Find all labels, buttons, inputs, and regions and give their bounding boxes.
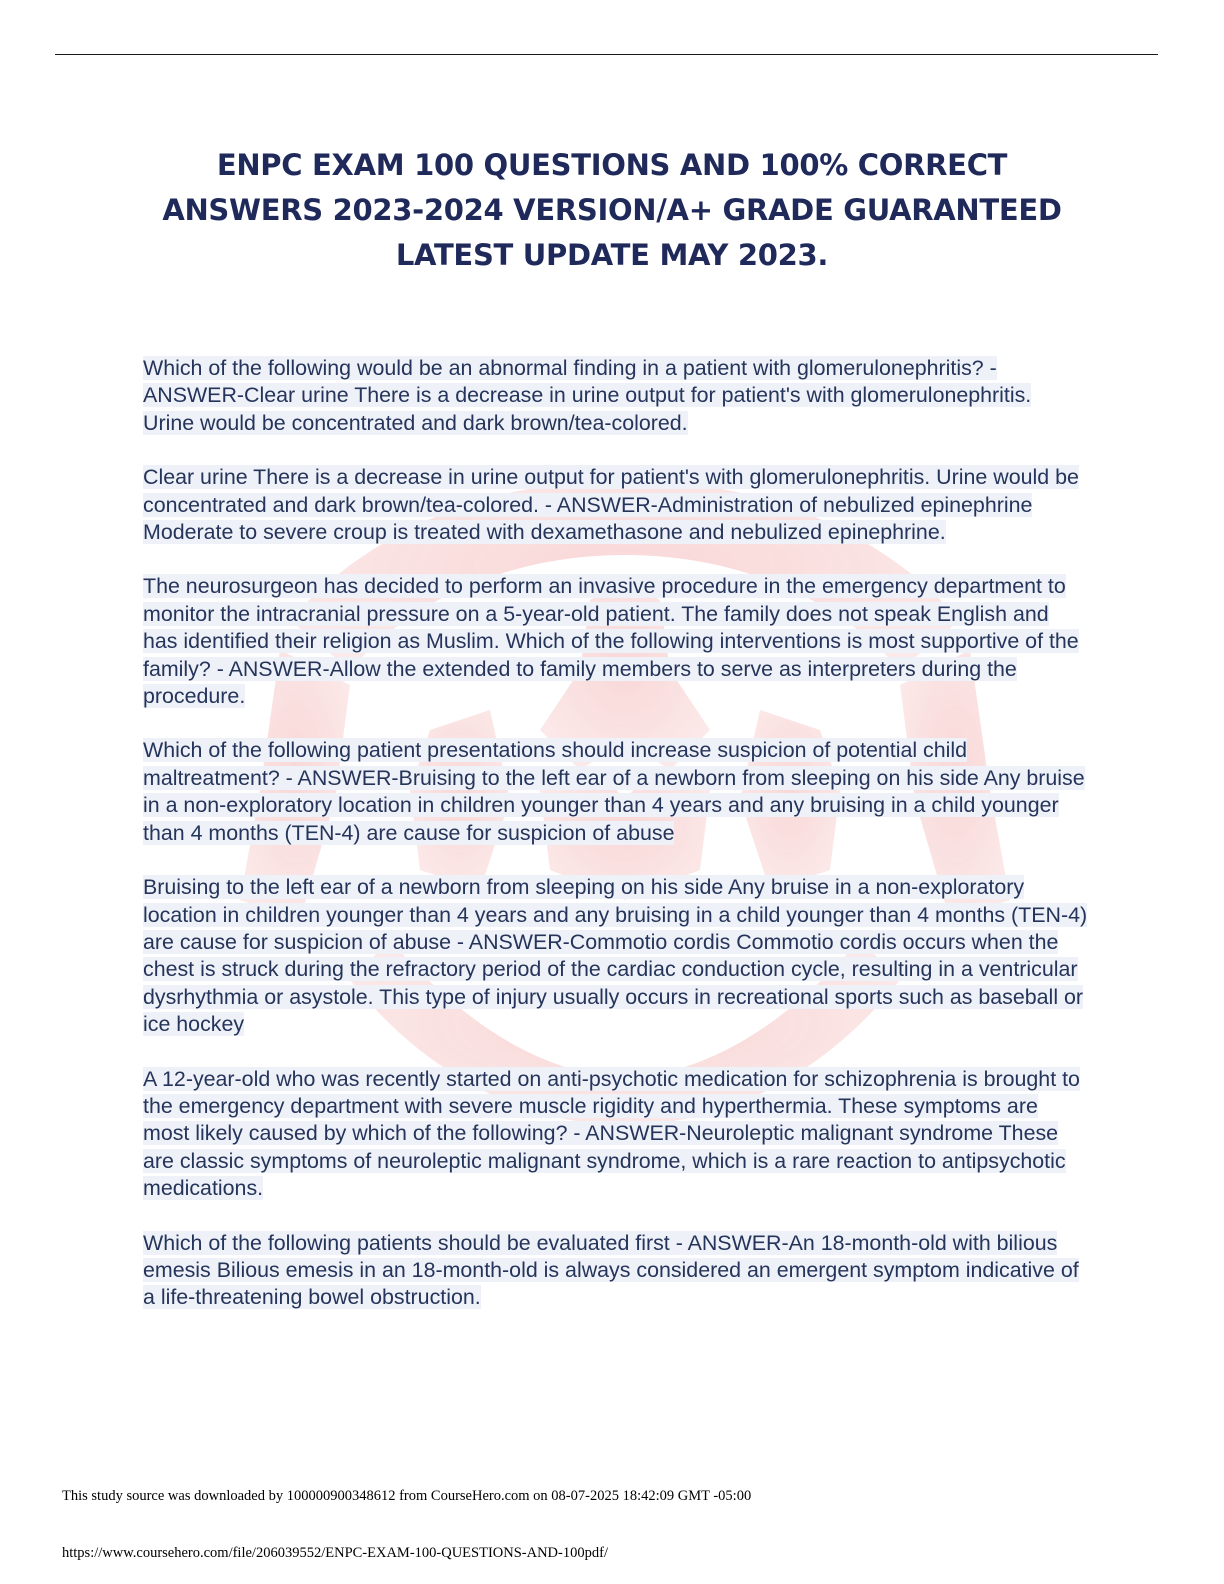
qa-text: Which of the following patients should be evaluated first - ANSWER-An 18-month-old with bilious emesis Bilious emesis in an 18-month-old is always considered an emergent symptom indicative of a life-threatening bowel obstruction. — [143, 1230, 1079, 1310]
title-line-3: LATEST UPDATE MAY 2023. — [395, 238, 829, 272]
qa-text: Which of the following would be an abnormal finding in a patient with glomerulonephritis? - ANSWER-Clear urine There is a decrease in urine output for patient's with glomerulonephritis. Urine would be concentrated and dark brown/tea-colored. — [143, 356, 1032, 435]
qa-item — [143, 355, 1088, 437]
qa-item — [143, 464, 1088, 546]
title-line-1: ENPC EXAM 100 QUESTIONS AND 100% CORRECT — [216, 148, 1008, 182]
qa-text: A 12-year-old who was recently started on anti-psychotic medication for schizophrenia is brought to the emergency department with severe muscle rigidity and hyperthermia. These symptoms are most likely caused by which of the following? - ANSWER-Neuroleptic malignant syndrome These are classic symptoms of neuroleptic malignant syndrome, which is a rare reaction to antipsychotic medications. — [143, 1066, 1080, 1201]
source-url-link[interactable]: https://www.coursehero.com/file/206039552/ENPC-EXAM-100-QUESTIONS-AND-100pdf/ — [62, 1545, 608, 1561]
qa-item — [143, 1066, 1088, 1203]
download-source-note: This study source was downloaded by 100000900348612 from CourseHero.com on 08-07-2025 18:42:09 GMT -05:00 — [62, 1488, 752, 1504]
top-divider — [55, 54, 1158, 55]
qa-item — [143, 874, 1088, 1038]
title-line-2: ANSWERS 2023-2024 VERSION/A+ GRADE GUARANTEED — [162, 193, 1062, 227]
qa-item — [143, 573, 1088, 710]
qa-text: Which of the following patient presentations should increase suspicion of potential child maltreatment? - ANSWER-Bruising to the left ear of a newborn from sleeping on his side Any bruise in a non-exploratory location in children younger than 4 years and any bruising in a child younger than 4 months (TEN-4) are cause for suspicion of abuse — [143, 738, 1085, 845]
qa-text: Bruising to the left ear of a newborn from sleeping on his side Any bruise in a non-exploratory location in children younger than 4 years and any bruising in a child younger than 4 months (TEN-4) are cause for suspicion of abuse - ANSWER-Commotio cordis Commotio cordis occurs when the chest is struck during the refractory period of the cardiac conduction cycle, resulting in a ventricular dysrhythmia or asystole. This type of injury usually occurs in recreational sports such as baseball or ice hockey — [143, 875, 1088, 1037]
qa-item — [143, 737, 1088, 847]
qa-text: The neurosurgeon has decided to perform an invasive procedure in the emergency department to monitor the intracranial pressure on a 5-year-old patient. The family does not speak English and has identified their religion as Muslim. Which of the following interventions is most supportive of the family? - ANSWER-Allow the extended to family members to serve as interpreters during the procedure. — [143, 574, 1079, 709]
document-title — [100, 143, 1124, 278]
qa-text: Clear urine There is a decrease in urine output for patient's with glomerulonephritis. Urine would be concentrated and dark brown/tea-colored. - ANSWER-Administration of nebulized epinephrine Moderate to severe croup is treated with dexamethasone and nebulized epinephrine. — [143, 465, 1079, 545]
qa-list — [143, 355, 1088, 1339]
qa-item — [143, 1230, 1088, 1312]
